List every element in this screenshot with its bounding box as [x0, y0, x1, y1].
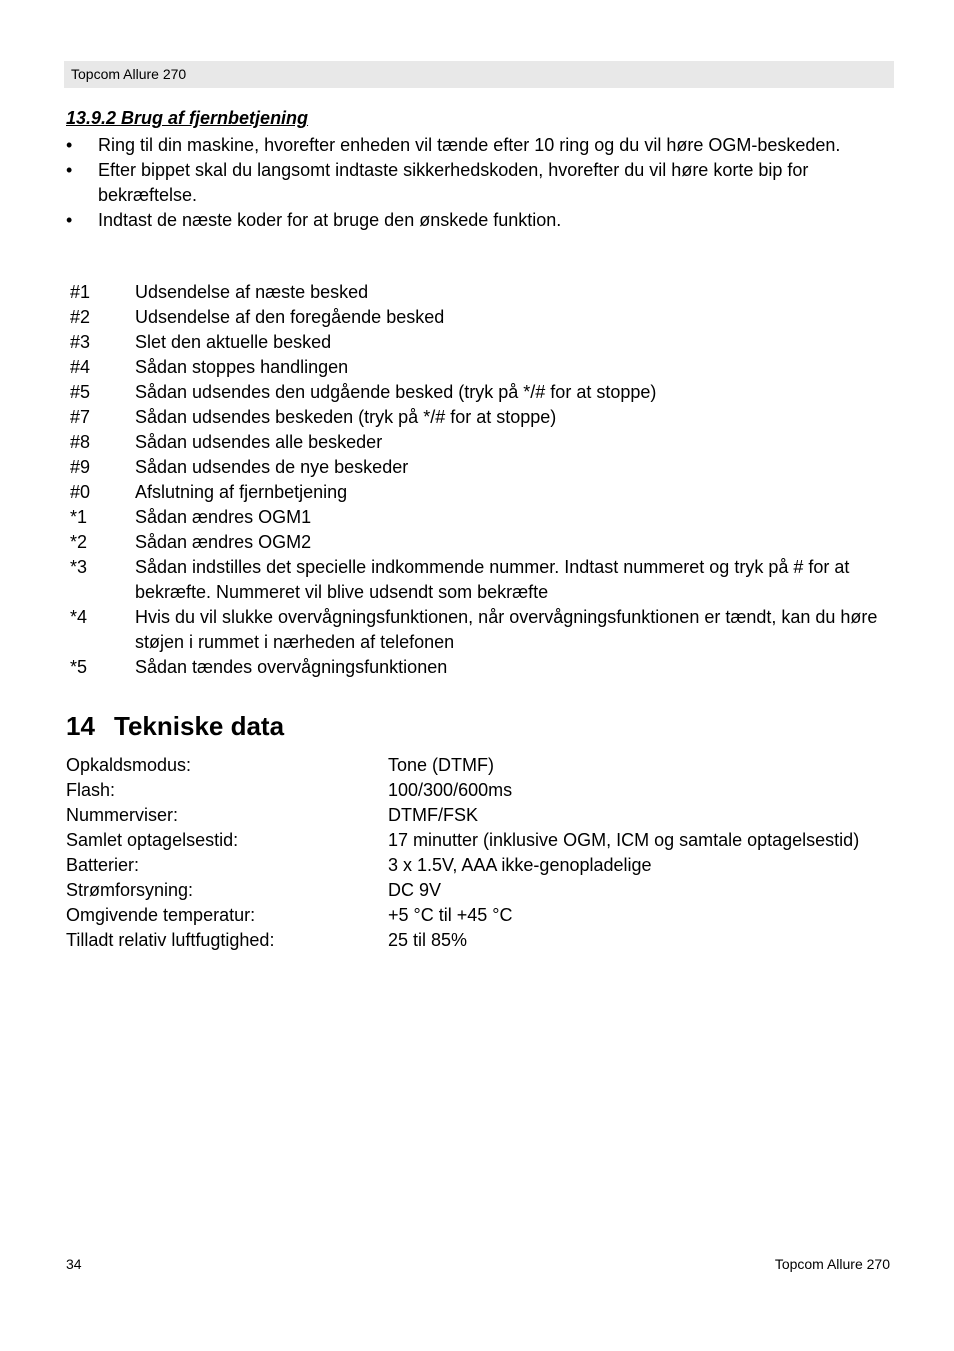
code-row: [70, 380, 896, 405]
code-row: [70, 555, 896, 605]
spec-row: [66, 903, 896, 928]
code-description: Slet den aktuelle besked: [135, 332, 332, 352]
code-row: [70, 405, 896, 430]
bullet-icon: •: [66, 135, 73, 155]
section-heading: [66, 709, 284, 743]
code-description: Sådan udsendes beskeden (tryk på */# for at stoppe): [135, 407, 557, 427]
section-title: Tekniske data: [114, 711, 285, 741]
list-item-text: Indtast de næste koder for at bruge den ønskede funktion.: [98, 210, 562, 230]
remote-codes-table: [70, 280, 896, 680]
code-description: Sådan stoppes handlingen: [135, 357, 349, 377]
code-description: Afslutning af fjernbetjening: [135, 482, 348, 502]
specs-table: [66, 753, 896, 953]
spec-label: Tilladt relativ luftfugtighed:: [66, 930, 275, 950]
spec-label: Samlet optagelsestid:: [66, 830, 239, 850]
code-row: [70, 505, 896, 530]
code-key: #0: [70, 482, 91, 502]
code-row: [70, 355, 896, 380]
code-row: [70, 305, 896, 330]
code-description: Hvis du vil slukke overvågningsfunktionen, når overvågningsfunktionen er tændt, kan du høre støjen i rummet i nærheden af telefonen: [135, 607, 878, 652]
code-key: #9: [70, 457, 91, 477]
spec-value: 100/300/600ms: [388, 780, 513, 800]
spec-row: [66, 878, 896, 903]
code-key: *3: [70, 557, 88, 577]
instruction-list: [66, 133, 896, 233]
code-description: Udsendelse af den foregående besked: [135, 307, 445, 327]
spec-label: Opkaldsmodus:: [66, 755, 192, 775]
code-key: #2: [70, 307, 91, 327]
spec-value: Tone (DTMF): [388, 755, 495, 775]
list-item: [66, 133, 896, 158]
spec-row: [66, 928, 896, 953]
code-key: *2: [70, 532, 88, 552]
code-key: #1: [70, 282, 91, 302]
spec-label: Omgivende temperatur:: [66, 905, 256, 925]
list-item: [66, 158, 896, 208]
spec-row: [66, 828, 896, 853]
spec-row: [66, 753, 896, 778]
spec-label: Flash:: [66, 780, 116, 800]
section-number: 14: [66, 711, 95, 741]
bullet-icon: •: [66, 210, 73, 230]
list-item-text: Ring til din maskine, hvorefter enheden vil tænde efter 10 ring og du vil høre OGM-beskeden.: [98, 135, 841, 155]
spec-value: 17 minutter (inklusive OGM, ICM og samtale optagelsestid): [388, 830, 860, 850]
code-row: [70, 430, 896, 455]
spec-value: +5 °C til +45 °C: [388, 905, 513, 925]
code-row: [70, 530, 896, 555]
spec-row: [66, 778, 896, 803]
code-key: *4: [70, 607, 88, 627]
code-description: Sådan tændes overvågningsfunktionen: [135, 657, 448, 677]
code-row: [70, 480, 896, 505]
spec-value: 25 til 85%: [388, 930, 468, 950]
subsection-title: 13.9.2 Brug af fjernbetjening: [66, 108, 309, 128]
spec-label: Batterier:: [66, 855, 140, 875]
code-description: Sådan ændres OGM1: [135, 507, 312, 527]
spec-value: 3 x 1.5V, AAA ikke-genopladelige: [388, 855, 652, 875]
page-header: [64, 61, 894, 88]
code-key: #8: [70, 432, 91, 452]
code-description: Sådan udsendes alle beskeder: [135, 432, 383, 452]
code-description: Udsendelse af næste besked: [135, 282, 369, 302]
bullet-icon: •: [66, 160, 73, 180]
header-product-name: Topcom Allure 270: [71, 66, 187, 82]
code-key: #4: [70, 357, 91, 377]
spec-label: Strømforsyning:: [66, 880, 194, 900]
code-key: #5: [70, 382, 91, 402]
code-description: Sådan indstilles det specielle indkommende nummer. Indtast nummeret og tryk på # for at bekræfte. Nummeret vil blive udsendt som bekræfte: [135, 557, 850, 602]
code-key: *1: [70, 507, 88, 527]
spec-value: DC 9V: [388, 880, 442, 900]
code-row: [70, 605, 896, 655]
code-row: [70, 280, 896, 305]
spec-row: [66, 803, 896, 828]
spec-label: Nummerviser:: [66, 805, 179, 825]
footer-product-name: Topcom Allure 270: [774, 1256, 890, 1272]
code-row: [70, 455, 896, 480]
code-description: Sådan ændres OGM2: [135, 532, 312, 552]
code-key: *5: [70, 657, 88, 677]
code-description: Sådan udsendes den udgående besked (tryk på */# for at stoppe): [135, 382, 657, 402]
spec-value: DTMF/FSK: [388, 805, 478, 825]
code-description: Sådan udsendes de nye beskeder: [135, 457, 409, 477]
code-row: [70, 330, 896, 355]
code-row: [70, 655, 896, 680]
list-item-text: Efter bippet skal du langsomt indtaste sikkerhedskoden, hvorefter du vil høre korte bip for bekræftelse.: [98, 160, 809, 205]
list-item: [66, 208, 896, 233]
code-key: #7: [70, 407, 91, 427]
code-key: #3: [70, 332, 91, 352]
page-number: 34: [66, 1256, 82, 1272]
spec-row: [66, 853, 896, 878]
